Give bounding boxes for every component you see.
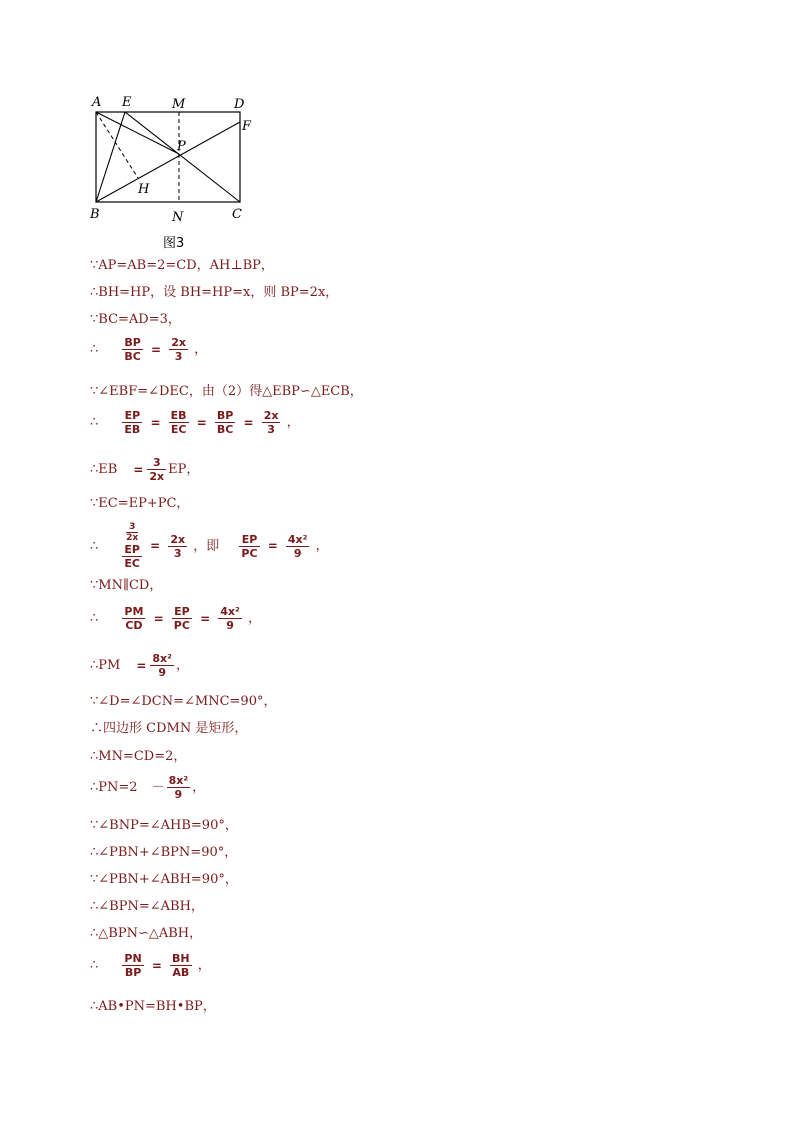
proof-line-23: ∴AB•PN=BH•BP，	[90, 999, 216, 1014]
label-B: B	[90, 207, 100, 222]
proof-line-11: ∴ $\frac{PM}{CD}$ = $\frac{EP}{PC}$ = $\frac{\text{4x²}}{9}$ ，	[90, 605, 261, 632]
proof-line-20: ∴∠BPN=∠ABH，	[90, 899, 204, 914]
proof-line-10: ∵MN∥CD，	[90, 578, 163, 593]
label-H: H	[138, 182, 150, 197]
proof-line-19: ∵∠PBN+∠ABH=90°，	[90, 872, 238, 887]
proof-line-16: ∴PN=2 － $\frac{\text{8x²}}{9}$ ，	[90, 774, 206, 801]
fraction: $\frac{2x}{3}$	[171, 336, 186, 363]
label-F: F	[242, 119, 252, 134]
proof-line-15: ∴MN=CD=2，	[90, 749, 187, 764]
label-C: C	[232, 207, 242, 222]
proof-line-1: ∵AP=AB=2=CD，AH⊥BP，	[90, 258, 274, 273]
label-M: M	[172, 97, 186, 112]
proof-line-14: ∴四边形 CDMN 是矩形，	[90, 721, 248, 736]
label-P: P	[177, 139, 186, 154]
proof-line-3: ∵BC=AD=3，	[90, 312, 181, 327]
proof-line-2: ∴BH=HP，设 BH=HP=x，则 BP=2x，	[90, 285, 339, 300]
geometry-figure	[84, 90, 264, 234]
figure-caption: 图3	[163, 236, 185, 251]
proof-line-7: ∴EB = $\frac{3}{2x}$ EP，	[90, 456, 200, 483]
proof-line-18: ∴∠PBN+∠BPN=90°，	[90, 845, 238, 860]
proof-line-21: ∴△BPN∽△ABH，	[90, 926, 203, 941]
fraction: $\frac{BP}{BC}$	[124, 336, 141, 363]
proof-line-13: ∵∠D=∠DCN=∠MNC=90°，	[90, 694, 277, 709]
proof-line-6: ∴ $\frac{EP}{EB}$ = $\frac{EB}{EC}$ = $\frac{BP}{BC}$ = $\frac{2x}{3}$ ，	[90, 409, 300, 436]
label-A: A	[92, 95, 102, 110]
label-D: D	[234, 97, 245, 112]
proof-line-5: ∵∠EBF=∠DEC，由（2）得△EBP∽△ECB，	[90, 384, 363, 399]
proof-line-9: ∴ $\frac{3}{2x}$ EP EC = $\frac{2x}{3}$ ，即 $\frac{EP}{PC}$ = $\frac{\text{4x²}}{9}$ ，	[90, 522, 329, 570]
proof-line-8: ∵EC=EP+PC，	[90, 496, 190, 511]
proof-line-17: ∵∠BNP=∠AHB=90°，	[90, 818, 238, 833]
label-N: N	[172, 210, 184, 225]
proof-line-12: ∴PM = $\frac{\text{8x²}}{9}$ ，	[90, 652, 189, 679]
proof-line-4: ∴ $\frac{BP}{BC}$ = $\frac{2x}{3}$ ，	[90, 336, 208, 363]
proof-line-22: ∴ $\frac{PN}{BP}$ = $\frac{BH}{AB}$ ，	[90, 952, 211, 979]
label-E: E	[122, 95, 132, 110]
